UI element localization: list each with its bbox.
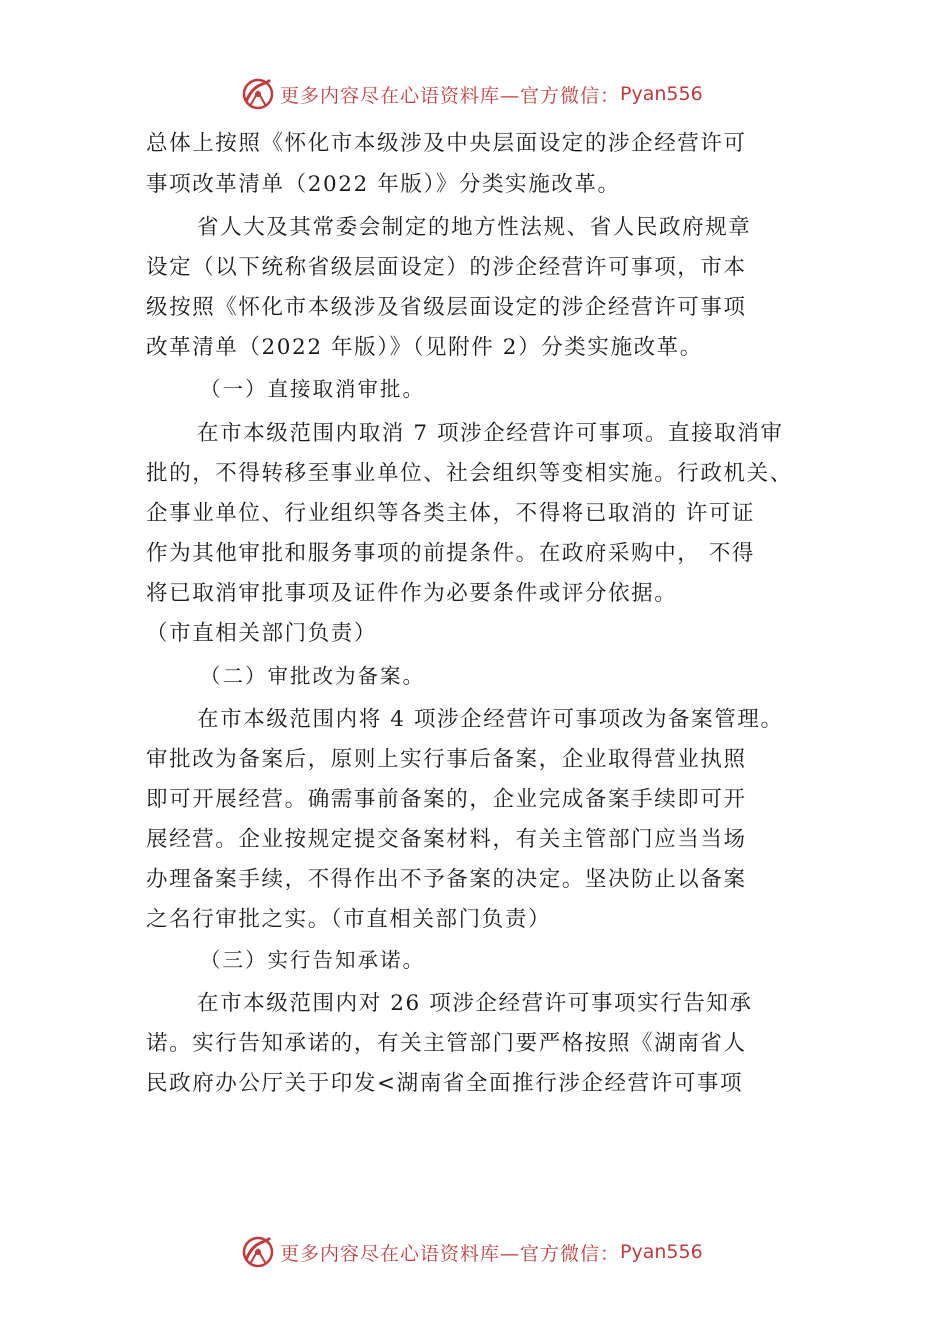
footer-watermark (240, 1232, 703, 1272)
ribbon-seal-logo-icon (240, 76, 276, 112)
paragraph-line: 审批改为备案后，原则上实行事后备案，企业取得营业执照 (146, 747, 747, 772)
watermark-text: 更多内容尽在心语资料库—官方微信： (280, 1242, 621, 1265)
paragraph-line: 级按照《怀化市本级涉及省级层面设定的涉企经营许可事项 (146, 295, 747, 320)
section-heading: （二）审批改为备案。 (200, 664, 425, 688)
paragraph-line: 展经营。企业按规定提交备案材料，有关主管部门应当当场 (146, 827, 747, 852)
paragraph-line: 办理备案手续，不得作出不予备案的决定。坚决防止以备案 (146, 867, 747, 892)
section-heading: （一）直接取消审批。 (200, 377, 425, 401)
paragraph-line: 作为其他审批和服务事项的前提条件。在政府采购中， 不得 (146, 541, 756, 566)
paragraph-line: 即可开展经营。确需事前备案的，企业完成备案手续即可开 (146, 787, 747, 812)
paragraph-line: 在市本级范围内对 26 项涉企经营许可事项实行告知承 (197, 991, 753, 1016)
ribbon-seal-logo-icon (240, 1234, 276, 1270)
watermark-wechat: Pyan556 (620, 1241, 703, 1263)
paragraph-line: 将已取消审批事项及证件作为必要条件或评分依据。 (146, 581, 678, 606)
paragraph-line: 批的，不得转移至事业单位、社会组织等变相实施。行政机关、 (146, 461, 793, 486)
paragraph-line: 设定（以下统称省级层面设定）的涉企经营许可事项，市本 (146, 255, 747, 280)
paragraph-line: 企事业单位、行业组织等各类主体，不得将已取消的 许可证 (146, 501, 756, 526)
watermark-wechat: Pyan556 (620, 83, 703, 105)
paragraph-line: 省人大及其常委会制定的地方性法规、省人民政府规章 (197, 215, 752, 240)
paragraph-line: 在市本级范围内将 4 项涉企经营许可事项改为备案管理。 (197, 707, 784, 732)
paragraph-line: 民政府办公厅关于印发<湖南省全面推行涉企经营许可事项 (146, 1071, 744, 1096)
section-heading: （三）实行告知承诺。 (200, 948, 425, 972)
paragraph-line: 之名行审批之实。（市直相关部门负责） (146, 907, 552, 932)
watermark-text: 更多内容尽在心语资料库—官方微信： (280, 84, 621, 107)
paragraph-line: 改革清单（2022 年版）》（见附件 2）分类实施改革。 (146, 335, 703, 360)
paragraph-line: （市直相关部门负责） (146, 621, 378, 646)
paragraph-line: 事项改革清单（2022 年版）》分类实施改革。 (146, 172, 621, 197)
paragraph-line: 在市本级范围内取消 7 项涉企经营许可事项。直接取消审 (197, 421, 784, 446)
paragraph-line: 诺。实行告知承诺的，有关主管部门要严格按照《湖南省人 (146, 1031, 747, 1056)
paragraph-line: 总体上按照《怀化市本级涉及中央层面设定的涉企经营许可 (146, 131, 747, 156)
header-watermark (240, 74, 703, 114)
